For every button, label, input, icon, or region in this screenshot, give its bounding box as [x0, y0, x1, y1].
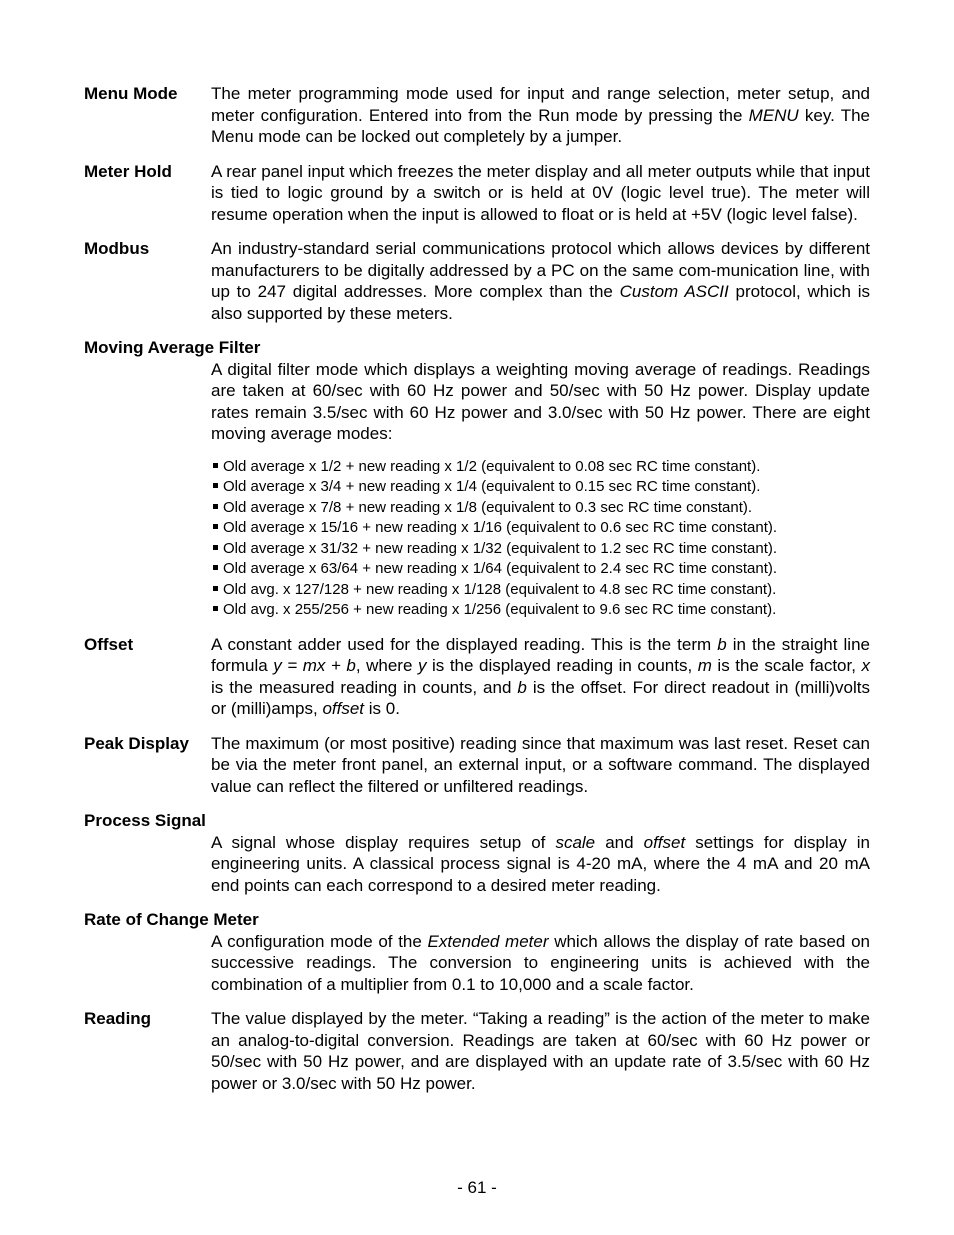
entry-process-signal	[84, 810, 870, 896]
term-modbus: Modbus	[84, 239, 150, 258]
term-rate-of-change-meter: Rate of Change Meter	[84, 910, 259, 929]
term-menu-mode: Menu Mode	[84, 84, 178, 103]
term-moving-average-filter: Moving Average Filter	[84, 338, 261, 357]
definition-offset: A constant adder used for the displayed reading. This is the term b in the straight line formula y = mx + b, where y is the displayed reading in counts, m is the scale factor, x is the measured reading in counts, and b is the offset. For direct readout in (milli)volts or (milli)amps, offset is 0.	[211, 634, 870, 718]
term-peak-display: Peak Display	[84, 733, 189, 753]
list-item: Old avg. x 127/128 + new reading x 1/128 (equivalent to 4.8 sec RC time constant).	[211, 580, 870, 601]
entry-modbus	[84, 238, 870, 324]
list-item: Old average x 31/32 + new reading x 1/32 (equivalent to 1.2 sec RC time constant).	[211, 539, 870, 560]
term-meter-hold: Meter Hold	[84, 161, 172, 181]
entry-reading	[84, 1008, 870, 1094]
bullet-square-icon	[213, 545, 218, 550]
bullet-square-icon	[213, 586, 218, 591]
list-item: Old average x 1/2 + new reading x 1/2 (equivalent to 0.08 sec RC time constant).	[211, 457, 870, 478]
moving-average-mode-list	[211, 457, 870, 621]
glossary-page	[84, 83, 870, 1107]
definition-menu-mode: The meter programming mode used for input and range selection, meter setup, and meter configuration. Entered into from the Run mode by pressing the MENU key. The Menu mode can be locked out completely by a jumper.	[211, 84, 870, 146]
term-reading: Reading	[84, 1009, 152, 1028]
entry-peak-display	[84, 733, 870, 798]
bullet-square-icon	[213, 504, 218, 509]
entry-meter-hold	[84, 161, 870, 226]
entry-offset	[84, 634, 870, 720]
bullet-square-icon	[213, 524, 218, 529]
bullet-square-icon	[213, 565, 218, 570]
definition-modbus: An industry-standard serial communications protocol which allows devices by different manufacturers to be digitally addressed by a PC on the same com-munication line, with up to 247 digital addresses. More complex than the Custom ASCII protocol, which is also supported by these meters.	[211, 239, 870, 323]
definition-moving-average-filter: A digital filter mode which displays a weighting moving average of readings. Readings are taken at 60/sec with 60 Hz power and 50/sec with 50 Hz power. Display update rates remain 3.5/sec with 60 Hz power and 3.0/sec with 50 Hz power. There are eight moving average modes:	[211, 359, 870, 443]
bullet-square-icon	[213, 483, 218, 488]
list-item: Old average x 63/64 + new reading x 1/64 (equivalent to 2.4 sec RC time constant).	[211, 559, 870, 580]
entry-menu-mode	[84, 83, 870, 148]
bullet-square-icon	[213, 463, 218, 468]
definition-meter-hold: A rear panel input which freezes the meter display and all meter outputs while that input is tied to logic ground by a switch or is held at 0V (logic level true). The meter will resume operation when the input is allowed to float or is held at +5V (logic level false).	[211, 161, 870, 224]
definition-rate-of-change-meter: A configuration mode of the Extended meter which allows the display of rate based on successive readings. The conversion to engineering units is achieved with the combination of a multiplier from 0.1 to 10,000 and a scale factor.	[211, 931, 870, 994]
list-item: Old average x 3/4 + new reading x 1/4 (equivalent to 0.15 sec RC time constant).	[211, 477, 870, 498]
term-process-signal: Process Signal	[84, 811, 206, 830]
term-offset: Offset	[84, 634, 134, 654]
list-item: Old average x 15/16 + new reading x 1/16 (equivalent to 0.6 sec RC time constant).	[211, 518, 870, 539]
list-item: Old average x 7/8 + new reading x 1/8 (equivalent to 0.3 sec RC time constant).	[211, 498, 870, 519]
list-item: Old avg. x 255/256 + new reading x 1/256 (equivalent to 9.6 sec RC time constant).	[211, 600, 870, 621]
bullet-square-icon	[213, 606, 218, 611]
entry-moving-average-filter	[84, 337, 870, 621]
definition-reading: The value displayed by the meter. “Taking a reading” is the action of the meter to make an analog-to-digital conversion. Readings are taken at 60/sec with 60 Hz power or 50/sec with 50 Hz power, and are displayed with an update rate of 3.5/sec with 60 Hz power or 3.0/sec with 50 Hz power.	[211, 1009, 870, 1093]
definition-process-signal: A signal whose display requires setup of scale and offset settings for display in engineering units. A classical process signal is 4-20 mA, where the 4 mA and 20 mA end points can each correspond to a desired meter reading.	[211, 832, 871, 895]
definition-peak-display: The maximum (or most positive) reading since that maximum was last reset. Reset can be via the meter front panel, an external input, or a software command. The displayed value can reflect the filtered or unfiltered readings.	[211, 733, 870, 796]
entry-rate-of-change-meter	[84, 909, 870, 995]
page-number: - 61 -	[457, 1178, 497, 1197]
